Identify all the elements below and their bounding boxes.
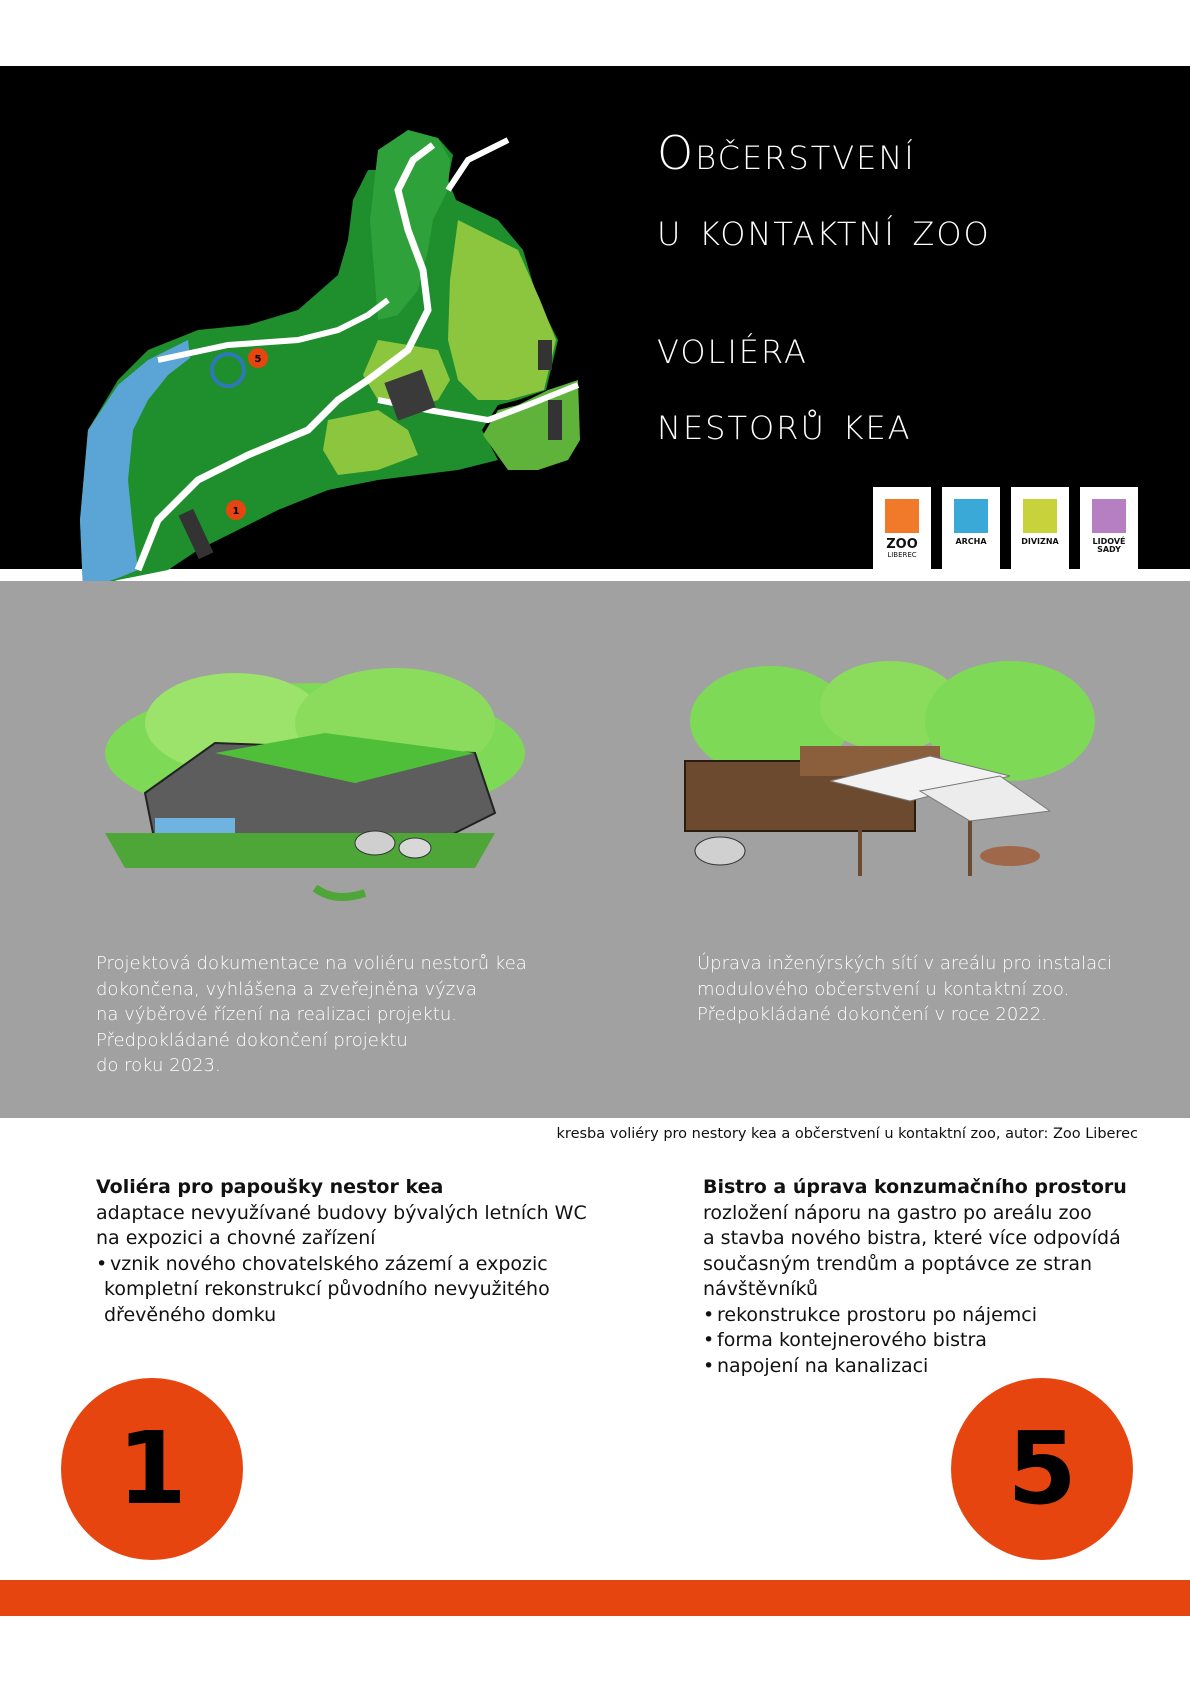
- title-line-2: u kontaktní zoo: [657, 202, 991, 256]
- title-line-3: voliéra: [657, 320, 808, 374]
- section-aviary-bullets: [96, 1252, 616, 1278]
- title-line-4: nestorů kea: [657, 396, 912, 450]
- image-credit: kresba voliéry pro nestory kea a občerstvení u kontaktní zoo, autor: Zoo Liberec: [556, 1126, 1138, 1142]
- lidove-sady-logo-icon: [1092, 499, 1126, 533]
- section-bistro-bullets: [703, 1303, 1143, 1380]
- building: [538, 340, 552, 370]
- section-aviary: Voliéra pro papoušky nestor kea adaptace nevyužívané budovy bývalých letních WC na expozici a chovné zařízení • vznik nového chovatelského zázemí a expozic kompletní rekonstrukcí původního nevyužitého dřevěného domku: [96, 1175, 616, 1328]
- map-marker-1-label: 1: [232, 506, 240, 517]
- divizna-logo-icon: [1023, 499, 1057, 533]
- right-sketch-caption: Úprava inženýrských sítí v areálu pro instalaci modulového občerstvení u kontaktní zoo. Předpokládané dokončení v roce 2022.: [697, 953, 1113, 1025]
- map-marker-5-label: 5: [254, 354, 262, 365]
- list-item: • vznik nového chovatelského zázemí a expozic: [96, 1252, 616, 1278]
- sketch-panel: [0, 581, 1190, 1118]
- logo-zoo: ZOO LIBEREC: [873, 487, 931, 569]
- bistro-sketch: [680, 651, 1100, 881]
- path-top: [448, 140, 508, 190]
- footer-bar: [0, 1580, 1190, 1616]
- zoo-logo-icon: [885, 499, 919, 533]
- header-panel: [0, 66, 1190, 569]
- title-line-1: Občerstvení: [657, 126, 916, 180]
- logo-lidove-sady: LIDOVÉ SADY: [1080, 487, 1138, 569]
- archa-logo-icon: [954, 499, 988, 533]
- list-item: • napojení na kanalizaci: [703, 1354, 1143, 1380]
- list-item: • forma kontejnerového bistra: [703, 1328, 1143, 1354]
- list-item: • rekonstrukce prostoru po nájemci: [703, 1303, 1143, 1329]
- section-bistro-heading: Bistro a úprava konzumačního prostoru: [703, 1176, 1127, 1198]
- section-aviary-heading: Voliéra pro papoušky nestor kea: [96, 1176, 444, 1198]
- partner-logos: [873, 487, 1138, 569]
- number-badge-1: 1: [61, 1378, 243, 1560]
- building: [548, 400, 562, 440]
- park-meadow: [448, 220, 556, 400]
- aviary-sketch: [95, 643, 535, 908]
- left-sketch-caption: Projektová dokumentace na voliéru nestorů kea dokončena, vyhlášena a zveřejněna výzva na výběrové řízení na realizaci projektu. Předpokládané dokončení projektu do roku 2023.: [96, 953, 527, 1076]
- section-bistro: Bistro a úprava konzumačního prostoru rozložení náporu na gastro po areálu zoo a stavba nového bistra, které více odpovídá současným trendům a poptávce ze stran návštěvníků • rekonstrukce prostoru po nájemci • forma kontejnerového bistra • napojení na kanalizaci: [703, 1175, 1143, 1379]
- logo-archa: ARCHA: [942, 487, 1000, 569]
- logo-divizna: DIVIZNA: [1011, 487, 1069, 569]
- zoo-map: [78, 100, 618, 615]
- number-badge-5: 5: [951, 1378, 1133, 1560]
